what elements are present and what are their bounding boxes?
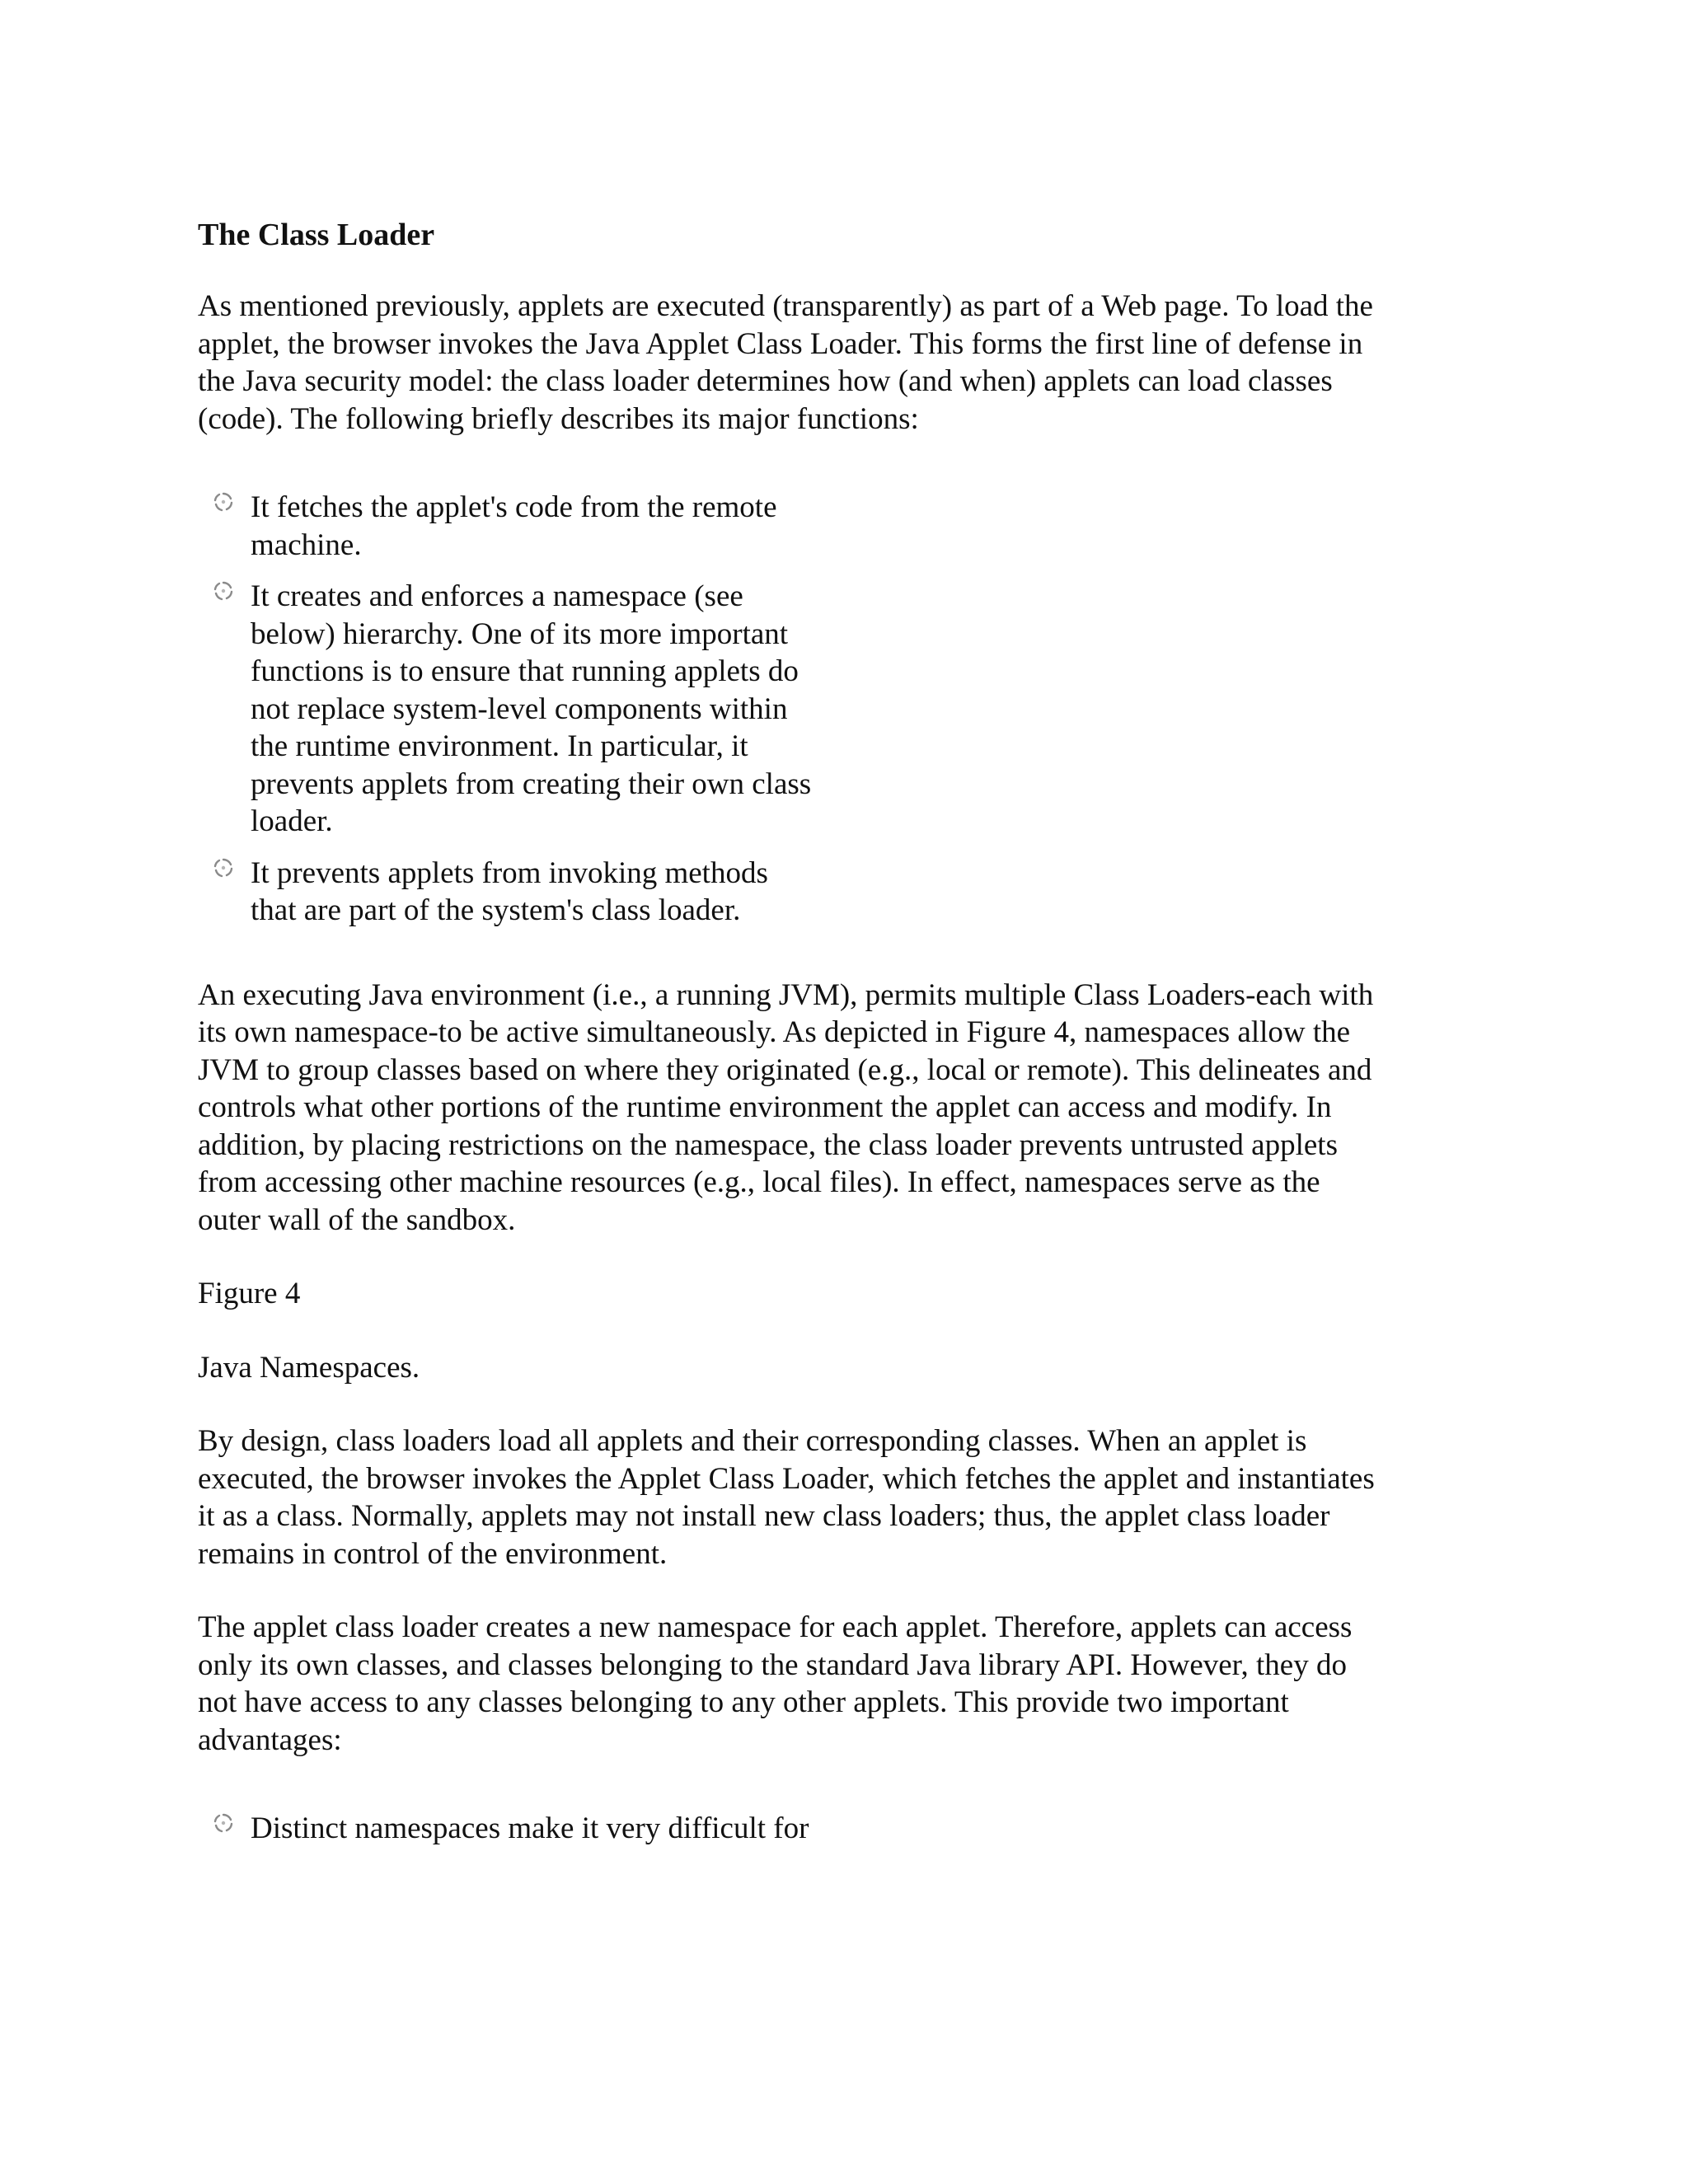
list-item-line: the runtime environment. In particular, it (251, 729, 748, 763)
figure-caption: Java Namespaces. (198, 1350, 420, 1385)
list-item (198, 578, 923, 841)
function-list (198, 489, 923, 930)
list-item-line: prevents applets from creating their own class (251, 766, 812, 801)
spinner-bullet-icon (213, 1812, 234, 1834)
paragraph-line: from accessing other machine resources (e.g., local files). In effect, namespaces serve as the (198, 1165, 1320, 1199)
spinner-bullet-icon (213, 580, 234, 602)
paragraph-line: controls what other portions of the runtime environment the applet can access and modify. In (198, 1090, 1332, 1124)
figure-label: Figure 4 (198, 1277, 301, 1310)
list-item (198, 855, 923, 930)
list-item-line: machine. (251, 527, 362, 562)
paragraph-line: applet, the browser invokes the Java Applet Class Loader. This forms the first line of defense in (198, 326, 1363, 361)
list-item (198, 489, 923, 564)
list-item-line: Distinct namespaces make it very difficult for (251, 1811, 809, 1845)
list-item-line: It fetches the applet's code from the remote (251, 490, 777, 524)
paragraph-design (198, 1422, 1484, 1572)
section-heading: The Class Loader (198, 218, 435, 252)
list-item-line: that are part of the system's class loader. (251, 893, 741, 927)
spinner-bullet-icon (213, 857, 234, 879)
paragraph-advantages (198, 1609, 1484, 1759)
paragraph-intro (198, 288, 1484, 438)
list-item-line: not replace system-level components within (251, 691, 788, 726)
paragraph-line: JVM to group classes based on where they originated (e.g., local or remote). This delineates and (198, 1052, 1372, 1087)
paragraph-line: The applet class loader creates a new namespace for each applet. Therefore, applets can access (198, 1610, 1353, 1644)
paragraph-line: not have access to any classes belonging to any other applets. This provide two important (198, 1685, 1289, 1719)
paragraph-line: executed, the browser invokes the Applet Class Loader, which fetches the applet and instantiates (198, 1461, 1375, 1496)
paragraph-line: An executing Java environment (i.e., a running JVM), permits multiple Class Loaders-each with (198, 977, 1374, 1012)
list-item-line: below) hierarchy. One of its more important (251, 616, 789, 651)
paragraph-line: addition, by placing restrictions on the namespace, the class loader prevents untrusted applets (198, 1127, 1338, 1162)
document-page (198, 216, 1484, 1862)
list-item-line: functions is to ensure that running applets do (251, 654, 799, 688)
paragraph-line: it as a class. Normally, applets may not install new class loaders; thus, the applet class loader (198, 1499, 1330, 1533)
list-item-line: It creates and enforces a namespace (see (251, 579, 743, 613)
paragraph-line: its own namespace-to be active simultaneously. As depicted in Figure 4, namespaces allow the (198, 1015, 1351, 1049)
paragraph-line: remains in control of the environment. (198, 1536, 668, 1571)
list-item-line: It prevents applets from invoking methods (251, 855, 768, 890)
advantages-list (198, 1810, 923, 1848)
paragraph-line: advantages: (198, 1722, 342, 1757)
paragraph-line: the Java security model: the class loader determines how (and when) applets can load classes (198, 364, 1333, 398)
paragraph-line: (code). The following briefly describes its major functions: (198, 401, 919, 436)
paragraph-namespaces (198, 977, 1484, 1240)
spinner-bullet-icon (213, 491, 234, 513)
paragraph-line: outer wall of the sandbox. (198, 1202, 516, 1237)
list-item-line: loader. (251, 804, 333, 838)
paragraph-line: As mentioned previously, applets are executed (transparently) as part of a Web page. To load the (198, 289, 1373, 323)
paragraph-line: By design, class loaders load all applets and their corresponding classes. When an applet is (198, 1424, 1307, 1458)
list-item (198, 1810, 923, 1848)
paragraph-line: only its own classes, and classes belonging to the standard Java library API. However, they do (198, 1647, 1347, 1682)
